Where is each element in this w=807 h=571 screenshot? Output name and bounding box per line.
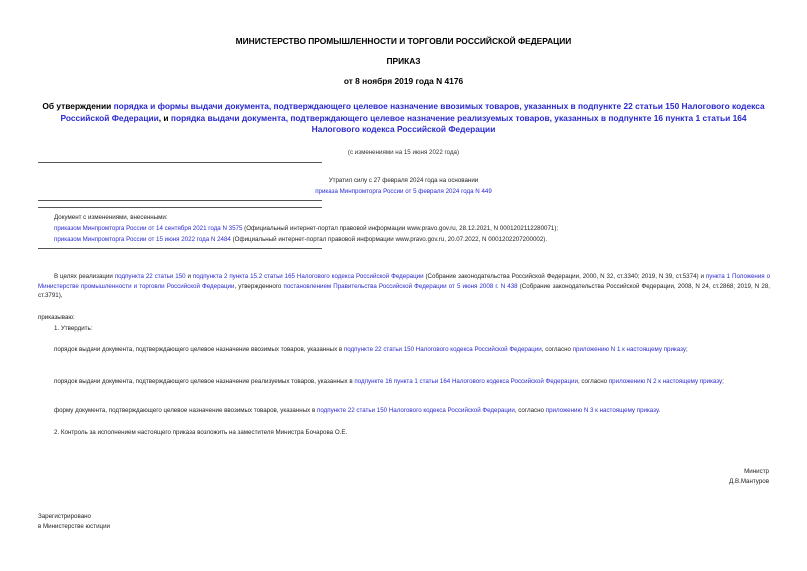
amendment-source: (Официальный интернет-портал правовой информации www.pravo.gov.ru, 20.07.2022, N 0001202207200002). xyxy=(230,236,548,243)
appendix-link[interactable]: приложению N 2 к настоящему приказу xyxy=(608,378,723,385)
preamble-text: и xyxy=(185,273,193,280)
signatory-position: Министр xyxy=(744,468,769,475)
title-link-order-2[interactable]: порядка выдачи документа, подтверждающего целевое назначение реализуемых товаров, указанных в подпункте 16 пункта 1 статьи 164 Налогового кодекса Российской Федерации xyxy=(170,112,747,134)
law-link[interactable]: подпункта 2 пункта 15.2 статьи 165 Налогового кодекса Российской Федерации xyxy=(192,273,424,280)
order-item-1: 1. Утвердить: xyxy=(54,325,93,332)
registration-line-1: Зарегистрировано xyxy=(38,513,91,520)
amendment-item xyxy=(54,234,774,245)
divider xyxy=(38,200,322,201)
amendments-block xyxy=(54,212,774,245)
approve-item-c xyxy=(54,406,770,416)
amendment-item xyxy=(54,223,774,234)
amendment-source: (Официальный интернет-портал правовой информации www.pravo.gov.ru, 28.12.2021, N 0001202112280071); xyxy=(242,225,559,232)
item-text: , согласно xyxy=(541,346,573,353)
preamble-text: (Собрание законодательства Российской Федерации, 2000, N 32, ст.3340; 2019, N 39, ст.5374) и xyxy=(423,273,706,280)
lost-force-link[interactable]: приказа Минпромторга России от 5 февраля 2024 года N 449 xyxy=(315,188,492,195)
amendment-link[interactable]: приказом Минпромторга России от 15 июня 2022 года N 2484 xyxy=(54,236,231,243)
item-text: ; xyxy=(685,346,688,353)
title-text: , и xyxy=(158,112,171,123)
document-title xyxy=(36,101,771,136)
item-text: . xyxy=(658,407,661,414)
preamble-text: (Собрание законодательства Российской Федерации, 2008, N 24, ст.2868; 2019, N 28, ст.3791), xyxy=(38,282,770,300)
lost-force-text: Утратил силу с 27 февраля 2024 года на основании xyxy=(328,177,479,184)
lost-force-note xyxy=(0,175,807,197)
item-text: , согласно xyxy=(577,378,609,385)
appendix-link[interactable]: приложению N 3 к настоящему приказу xyxy=(545,407,659,414)
appendix-link[interactable]: приложению N 1 к настоящему приказу xyxy=(572,346,686,353)
registration-line-2: в Министерстве юстиции xyxy=(38,523,111,530)
document-type: ПРИКАЗ xyxy=(386,56,421,66)
preamble-text: В целях реализации xyxy=(54,273,115,280)
title-link-order-1[interactable]: порядка и формы выдачи документа, подтверждающего целевое назначение ввозимых товаров, указанных в подпункте 22 статьи 150 Налогового кодекса Российской Федерации xyxy=(60,101,765,123)
divider xyxy=(38,162,322,163)
preamble-paragraph xyxy=(38,272,770,301)
law-link[interactable]: пункта 1 Положения о Министерстве промышленности и торговли Российской Федерации xyxy=(38,273,771,290)
divider xyxy=(38,207,322,208)
item-text: порядок выдачи документа, подтверждающего целевое назначение ввозимых товаров, указанных в xyxy=(54,346,344,353)
title-text: Об утверждении xyxy=(42,101,114,111)
divider xyxy=(38,248,322,249)
changes-note: (с изменениями на 15 июня 2022 года) xyxy=(347,149,460,156)
item-text: форму документа, подтверждающего целевое назначение ввозимых товаров, указанных в xyxy=(54,407,317,414)
item-text: , согласно xyxy=(514,407,546,414)
item-text: порядок выдачи документа, подтверждающего целевое назначение реализуемых товаров, указанных в xyxy=(54,378,355,385)
item-text: ; xyxy=(722,378,724,385)
order-word: приказываю: xyxy=(38,314,75,321)
approve-item-b xyxy=(38,377,770,387)
signatory-name: Д.В.Мантуров xyxy=(729,478,769,485)
order-item-2: 2. Контроль за исполнением настоящего приказа возложить на заместителя Министра Бочарова О.Е. xyxy=(54,429,348,436)
law-link[interactable]: подпункте 22 статьи 150 Налогового кодекса Российской Федерации xyxy=(343,346,542,353)
law-link[interactable]: подпункте 16 пункта 1 статьи 164 Налогового кодекса Российской Федерации xyxy=(354,378,578,385)
ministry-heading: МИНИСТЕРСТВО ПРОМЫШЛЕННОСТИ И ТОРГОВЛИ РОССИЙСКОЙ ФЕДЕРАЦИИ xyxy=(235,36,572,46)
amendments-heading: Документ с изменениями, внесенными: xyxy=(54,214,168,221)
preamble-text: , утвержденного xyxy=(234,282,284,290)
amendment-link[interactable]: приказом Минпромторга России от 14 сентября 2021 года N 3575 xyxy=(54,225,243,232)
law-link[interactable]: постановлением Правительства Российской Федерации от 5 июня 2008 г. N 438 xyxy=(283,282,518,290)
approve-item-a xyxy=(38,345,770,355)
law-link[interactable]: подпункте 22 статьи 150 Налогового кодекса Российской Федерации xyxy=(316,407,515,414)
law-link[interactable]: подпункта 22 статьи 150 xyxy=(114,273,186,280)
document-date-number: от 8 ноября 2019 года N 4176 xyxy=(343,76,464,86)
